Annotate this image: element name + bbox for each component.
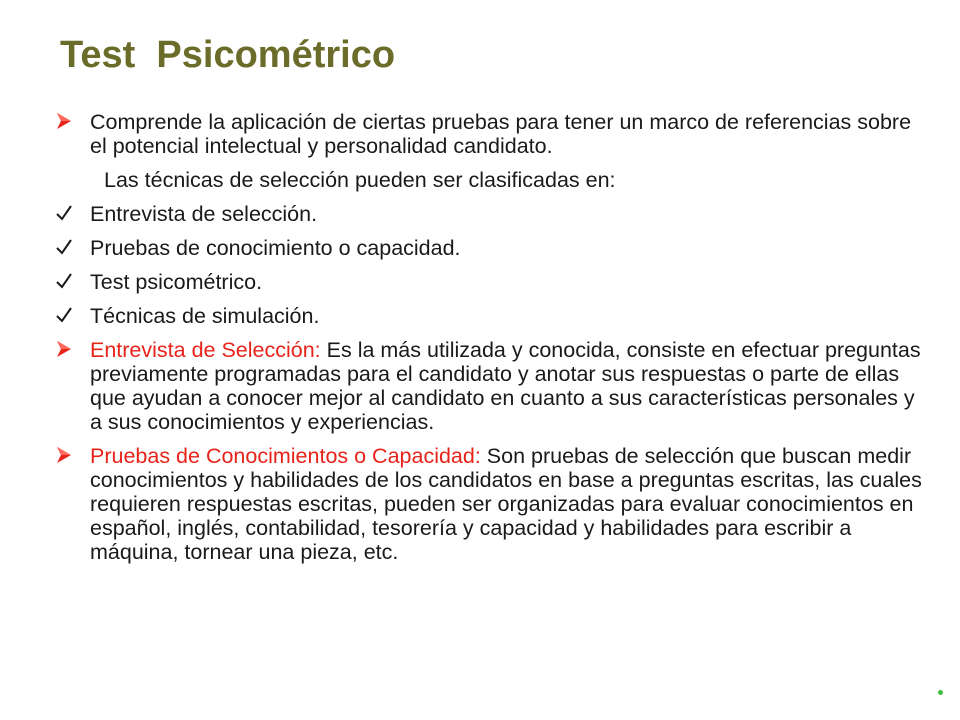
definition-term: Entrevista de Selección: [90, 338, 321, 362]
check-item [56, 236, 926, 260]
classification-heading: Las técnicas de selección pueden ser clasificadas en: [104, 168, 616, 192]
arrowhead-bullet-icon [56, 339, 74, 359]
check-item [56, 202, 926, 226]
definition-text: Son pruebas de selección que buscan medir conocimientos y habilidades de los candidatos en base a preguntas escritas, las cuales requieren respuestas escritas, pueden ser organizadas para evaluar conocimientos en español, inglés, contabilidad, tesorería y capacidad y habilidades para escribir a máquina, tornear una pieza, etc. [90, 444, 922, 564]
checkmark-bullet-icon [56, 203, 74, 223]
definition-text: Es la más utilizada y conocida, consiste en efectuar preguntas previamente programadas para el candidato y anotar sus respuestas o parte de ellas que ayudan a conocer mejor al candidato en cuanto a sus características personales y a sus conocimientos y experiencias. [90, 338, 921, 434]
check-item-label: Técnicas de simulación. [90, 304, 320, 328]
intro-bullet [56, 110, 926, 158]
slide-title: Test Psicométrico [60, 34, 396, 76]
checkmark-bullet-icon [56, 305, 74, 325]
slide-body [56, 110, 926, 574]
arrowhead-bullet-icon [56, 445, 74, 465]
checkmark-bullet-icon [56, 271, 74, 291]
footer-dot [938, 690, 943, 695]
definition-term: Pruebas de Conocimientos o Capacidad: [90, 444, 481, 468]
arrowhead-bullet-icon [56, 111, 74, 131]
check-item-label: Test psicométrico. [90, 270, 263, 294]
check-item [56, 270, 926, 294]
definition-bullet [56, 338, 926, 434]
intro-text: Comprende la aplicación de ciertas pruebas para tener un marco de referencias sobre el potencial intelectual y personalidad candidato. [90, 110, 912, 158]
definition-bullet [56, 444, 926, 564]
check-item-label: Entrevista de selección. [90, 202, 318, 226]
checkmark-bullet-icon [56, 237, 74, 257]
check-item-label: Pruebas de conocimiento o capacidad. [90, 236, 461, 260]
check-item [56, 304, 926, 328]
